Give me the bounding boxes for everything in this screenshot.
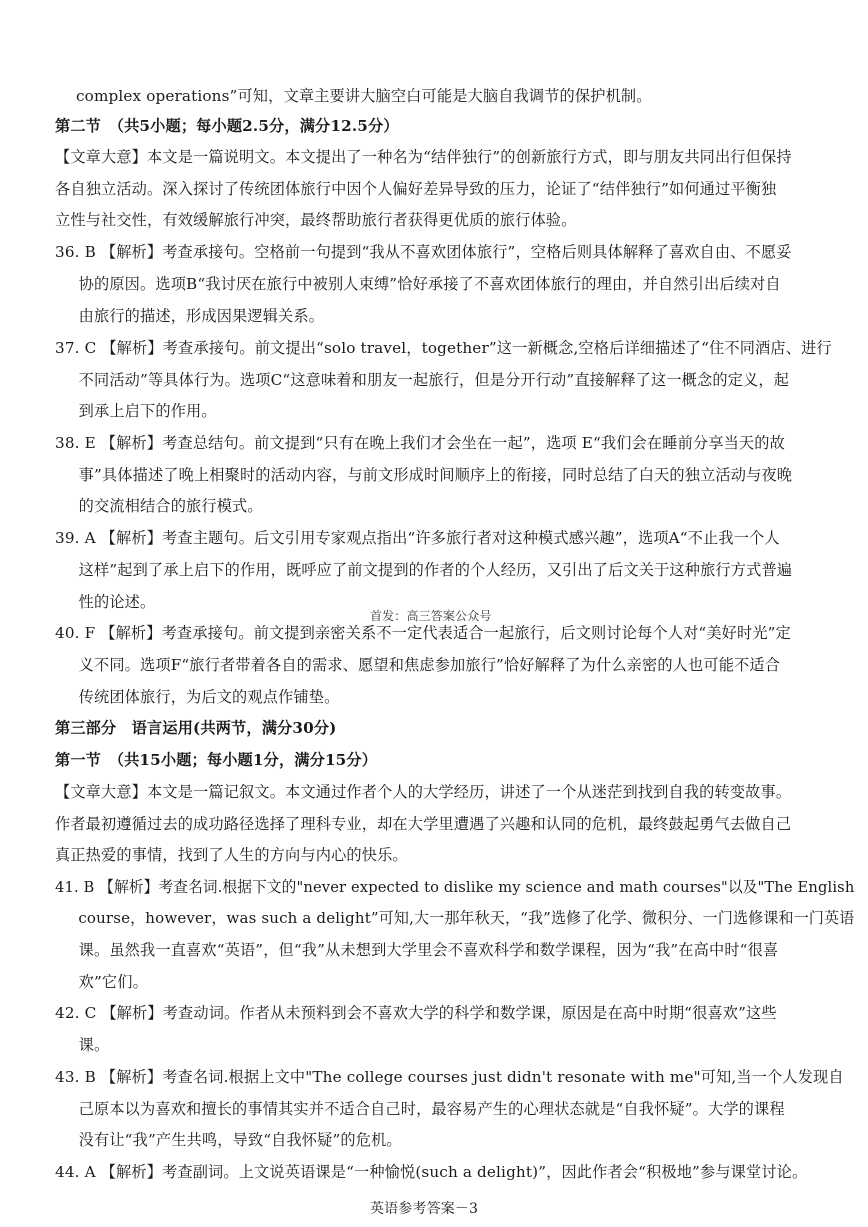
text-line: 协的原因。选项B“我讨厌在旅行中被别人束缚”恰好承接了不喜欢团体旅行的理由，并自然引出后续对自	[48, 275, 781, 293]
text-line: 各自独立活动。深入探讨了传统团体旅行中因个人偏好差异导致的压力，论证了“结伴独行”如何通过平衡独	[55, 180, 777, 198]
answer-item: 38. E 【解析】考查总结句。前文提到“只有在晚上我们才会坐在一起”，选项 E“我们会在睡前分享当天的故	[55, 434, 785, 452]
text-line: 到承上启下的作用。	[48, 402, 217, 420]
text-line: 课。	[48, 1036, 110, 1054]
text-line: 作者最初遵循过去的成功路径选择了理科专业，却在大学里遭遇了兴趣和认同的危机，最终鼓起勇气去做自己	[55, 815, 792, 833]
answer-item: 41. B 【解析】考查名词.根据下文的"never expected to dislike my science and math courses"以及"The English	[55, 878, 855, 896]
answer-item: 44. A 【解析】考查副词。上文说英语课是“一种愉悦(such a delight)”，因此作者会“积极地”参与课堂讨论。	[55, 1163, 808, 1181]
text-line: 课。虽然我一直喜欢“英语”，但“我”从未想到大学里会不喜欢科学和数学课程，因为“我”在高中时“很喜	[48, 941, 779, 959]
section-heading: 第一节 （共15小题；每小题1分，满分15分）	[55, 751, 378, 769]
text-line: 【文章大意】本文是一篇说明文。本文提出了一种名为“结伴独行”的创新旅行方式，即与朋友共同出行但保持	[55, 148, 792, 166]
text-line: 传统团体旅行，为后文的观点作铺垫。	[48, 688, 340, 706]
answer-item: 36. B 【解析】考查承接句。空格前一句提到“我从不喜欢团体旅行”，空格后则具体解释了喜欢自由、不愿妥	[55, 243, 792, 261]
section-heading: 第二节 （共5小题；每小题2.5分，满分12.5分）	[55, 117, 399, 135]
text-line: 由旅行的描述，形成因果逻辑关系。	[48, 307, 325, 325]
text-line: 性的论述。	[48, 593, 156, 611]
text-line: 【文章大意】本文是一篇记叙文。本文通过作者个人的大学经历，讲述了一个从迷茫到找到自我的转变故事。	[55, 783, 792, 801]
text-line: course，however，was such a delight”可知,大一那年秋天，“我”选修了化学、微积分、一门选修课和一门英语	[48, 909, 855, 927]
answer-item: 40. F 【解析】考查承接句。前文提到亲密关系不一定代表适合一起旅行，后文则讨论每个人对“美好时光”定	[55, 624, 791, 642]
text-line: complex operations”可知，文章主要讲大脑空白可能是大脑自我调节的保护机制。	[76, 87, 652, 105]
answer-item: 37. C 【解析】考查承接句。前文提出“solo travel，together”这一新概念,空格后详细描述了“住不同酒店、进行	[55, 339, 832, 357]
text-line: 这样”起到了承上启下的作用，既呼应了前文提到的作者的个人经历，又引出了后文关于这种旅行方式普遍	[48, 561, 793, 579]
watermark-text: 首发：高三答案公众号	[370, 609, 492, 623]
page-footer: 英语参考答案－3	[370, 1201, 479, 1217]
text-line: 欢”它们。	[48, 973, 148, 991]
text-line: 义不同。选项F“旅行者带着各自的需求、愿望和焦虑参加旅行”恰好解释了为什么亲密的人也可能不适合	[48, 656, 781, 674]
answer-item: 42. C 【解析】考查动词。作者从未预料到会不喜欢大学的科学和数学课，原因是在高中时期“很喜欢”这些	[55, 1004, 777, 1022]
text-line: 不同活动”等具体行为。选项C“这意味着和朋友一起旅行，但是分开行动”直接解释了这一概念的定义，起	[48, 371, 790, 389]
text-line: 的交流相结合的旅行模式。	[48, 497, 263, 515]
answer-item: 43. B 【解析】考查名词.根据上文中"The college courses just didn't resonate with me"可知,当一个人发现自	[55, 1068, 844, 1086]
text-line: 己原本以为喜欢和擅长的事情其实并不适合自己时，最容易产生的心理状态就是“自我怀疑”。大学的课程	[48, 1100, 785, 1118]
text-line: 没有让“我”产生共鸣，导致“自我怀疑”的危机。	[48, 1131, 402, 1149]
text-line: 真正热爱的事情，找到了人生的方向与内心的快乐。	[55, 846, 408, 864]
answer-item: 39. A 【解析】考查主题句。后文引用专家观点指出“许多旅行者对这种模式感兴趣”，选项A“不止我一个人	[55, 529, 780, 547]
section-heading: 第三部分 语言运用(共两节，满分30分)	[55, 719, 337, 737]
text-line: 立性与社交性，有效缓解旅行冲突，最终帮助旅行者获得更优质的旅行体验。	[55, 211, 577, 229]
text-line: 事”具体描述了晚上相聚时的活动内容，与前文形成时间顺序上的衔接，同时总结了白天的独立活动与夜晚	[48, 466, 793, 484]
